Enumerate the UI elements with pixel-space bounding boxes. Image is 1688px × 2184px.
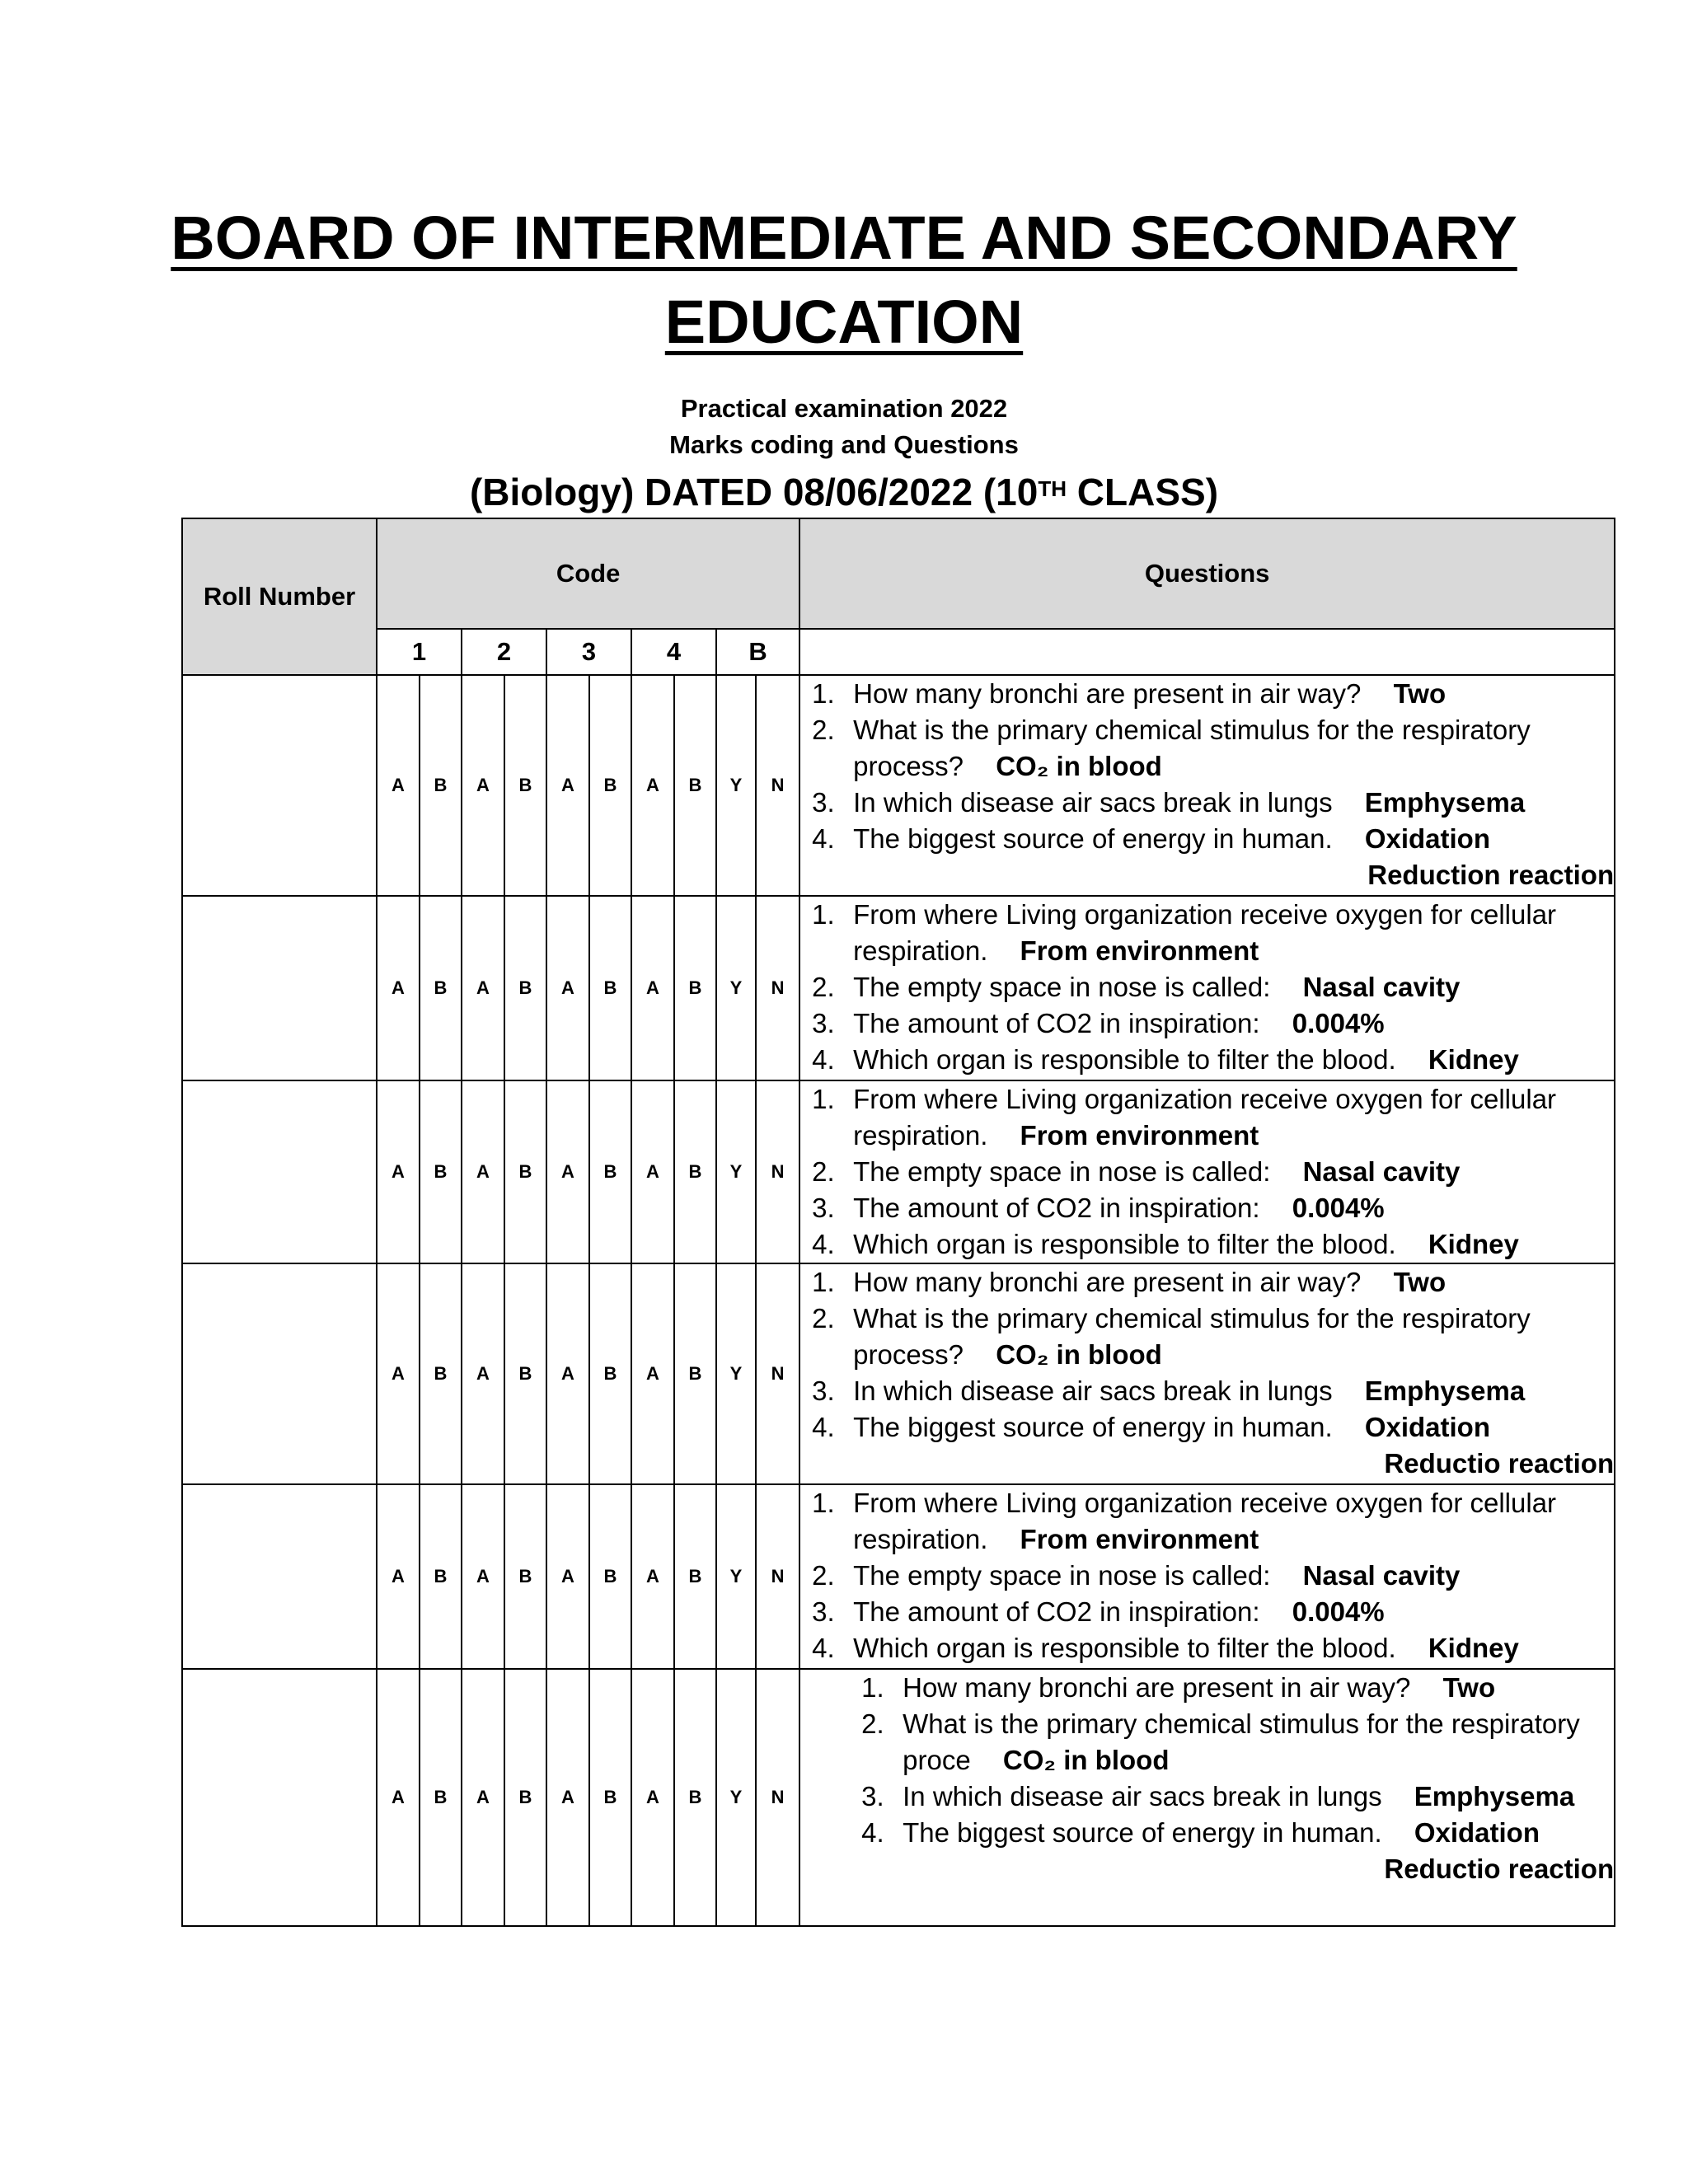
question-text: How many bronchi are present in air way?: [853, 678, 1362, 709]
code-letter: B: [420, 675, 462, 896]
table-row: [182, 1080, 1615, 1263]
question-number: 3.: [812, 1596, 835, 1627]
questions-header: Questions: [799, 518, 1615, 629]
question-answer: From environment: [1020, 935, 1259, 966]
question-text: Which organ is responsible to filter the blood.: [853, 1044, 1396, 1075]
question-number: 4.: [812, 1229, 835, 1259]
code-letter: A: [631, 896, 674, 1080]
code-letter: A: [377, 1484, 420, 1669]
question-number: 1.: [861, 1672, 884, 1703]
question-text: Which organ is responsible to filter the blood.: [853, 1229, 1396, 1259]
code-letter: A: [462, 1484, 504, 1669]
question-item: [800, 785, 1614, 821]
question-answer: Emphysema: [1364, 787, 1526, 818]
code-col-b: B: [716, 629, 799, 675]
code-letter: A: [546, 1080, 589, 1263]
question-number: 2.: [861, 1708, 884, 1739]
code-letter: A: [631, 1484, 674, 1669]
roll-number-cell: [182, 675, 377, 896]
question-text: From where Living organization receive oxygen for cellular respiration.: [853, 899, 1557, 966]
question-text: What is the primary chemical stimulus for the respiratory process?: [853, 715, 1531, 781]
code-letter: B: [589, 896, 631, 1080]
code-header: Code: [377, 518, 799, 629]
question-answer: CO₂ in blood: [1002, 1745, 1170, 1775]
subject-post: CLASS): [1067, 471, 1219, 513]
code-letter: B: [504, 1669, 546, 1926]
code-letter: B: [674, 1080, 716, 1263]
code-letter: A: [377, 675, 420, 896]
coding-label: Marks coding and Questions: [669, 430, 1019, 459]
question-number: 3.: [812, 1193, 835, 1223]
question-text: In which disease air sacs break in lungs: [903, 1781, 1382, 1811]
code-letter: A: [462, 675, 504, 896]
question-answer: Kidney: [1428, 1044, 1519, 1075]
question-answer: Kidney: [1428, 1633, 1519, 1663]
question-answer: 0.004%: [1292, 1008, 1385, 1038]
code-letter: B: [589, 1263, 631, 1484]
code-letter: A: [377, 896, 420, 1080]
code-letter: Y: [716, 1484, 756, 1669]
question-answer: Oxidation: [1414, 1817, 1540, 1848]
subject-sup: TH: [1038, 476, 1067, 501]
question-answer-continued: Reductio reaction: [1384, 1448, 1615, 1479]
table-row: [182, 1263, 1615, 1484]
question-number: 2.: [812, 715, 835, 745]
question-number: 2.: [812, 1560, 835, 1591]
question-item: [800, 1264, 1614, 1301]
document-title: [0, 196, 1688, 364]
code-letter: A: [631, 1080, 674, 1263]
questions-cell: [799, 1669, 1615, 1926]
exam-label: Practical examination 2022: [680, 394, 1008, 423]
code-letter: A: [546, 1484, 589, 1669]
table-row: [182, 1669, 1615, 1926]
question-text: The empty space in nose is called:: [853, 1560, 1271, 1591]
code-letter: N: [756, 675, 799, 896]
code-letter: B: [420, 896, 462, 1080]
question-item: [800, 1630, 1614, 1666]
question-text: What is the primary chemical stimulus for the respiratory process?: [853, 1303, 1531, 1370]
question-item: [800, 1373, 1614, 1409]
question-number: 4.: [812, 823, 835, 854]
question-text: The amount of CO2 in inspiration:: [853, 1008, 1260, 1038]
question-text: The empty space in nose is called:: [853, 972, 1271, 1002]
question-number: 1.: [812, 1084, 835, 1114]
question-answer: Two: [1393, 1267, 1447, 1297]
question-answer-continued: Reductio reaction: [1384, 1854, 1615, 1884]
question-answer: From environment: [1020, 1524, 1259, 1554]
question-item: [800, 1594, 1614, 1630]
code-letter: N: [756, 1669, 799, 1926]
question-item: [800, 1485, 1614, 1558]
question-item: [800, 1154, 1614, 1190]
question-number: 1.: [812, 1267, 835, 1297]
code-letter: B: [589, 1080, 631, 1263]
question-item: [800, 969, 1614, 1005]
code-letter: B: [674, 675, 716, 896]
question-item: [800, 1558, 1614, 1594]
code-letter: A: [462, 896, 504, 1080]
code-letter: B: [420, 1484, 462, 1669]
question-answer-continued: Reduction reaction: [1367, 860, 1615, 890]
question-text: What is the primary chemical stimulus for the respiratory proce: [903, 1708, 1580, 1775]
questions-cell: [799, 1080, 1615, 1263]
code-letter: Y: [716, 1669, 756, 1926]
code-letter: A: [546, 675, 589, 896]
roll-number-header: Roll Number: [182, 518, 377, 675]
question-answer: CO₂ in blood: [996, 1339, 1162, 1370]
questions-cell: [799, 675, 1615, 896]
code-letter: B: [420, 1669, 462, 1926]
code-letter: N: [756, 1263, 799, 1484]
code-letter: B: [420, 1263, 462, 1484]
question-item: [800, 1042, 1614, 1078]
question-answer: Two: [1442, 1672, 1496, 1703]
code-letter: Y: [716, 1080, 756, 1263]
code-letter: B: [504, 1263, 546, 1484]
question-answer: Kidney: [1428, 1229, 1519, 1259]
subject-pre: (Biology) DATED 08/06/2022 (10: [469, 471, 1039, 513]
roll-number-cell: [182, 1080, 377, 1263]
question-item: [800, 1301, 1614, 1373]
roll-number-cell: [182, 1263, 377, 1484]
question-item: [800, 1409, 1614, 1482]
code-letter: A: [546, 1263, 589, 1484]
code-letter: B: [504, 675, 546, 896]
code-letter: N: [756, 1080, 799, 1263]
question-list: [800, 1485, 1614, 1666]
question-answer: Oxidation: [1364, 823, 1490, 854]
marks-table: [181, 518, 1615, 1927]
question-text: The amount of CO2 in inspiration:: [853, 1596, 1260, 1627]
question-number: 2.: [812, 1156, 835, 1187]
question-text: Which organ is responsible to filter the blood.: [853, 1633, 1396, 1663]
code-col-3: 3: [546, 629, 631, 675]
question-answer: Nasal cavity: [1302, 972, 1461, 1002]
question-number: 3.: [812, 1008, 835, 1038]
question-item: [800, 1815, 1614, 1887]
question-item: [800, 1081, 1614, 1154]
question-text: How many bronchi are present in air way?: [853, 1267, 1362, 1297]
code-letter: B: [674, 1484, 716, 1669]
question-list: [800, 1264, 1614, 1482]
code-letter: Y: [716, 896, 756, 1080]
question-answer: Two: [1393, 678, 1447, 709]
code-letter: B: [589, 1669, 631, 1926]
code-letter: A: [377, 1263, 420, 1484]
code-letter: A: [546, 1669, 589, 1926]
code-letter: B: [674, 1669, 716, 1926]
question-number: 3.: [812, 1376, 835, 1406]
question-text: The empty space in nose is called:: [853, 1156, 1271, 1187]
table-row: [182, 1484, 1615, 1669]
code-letter: A: [377, 1080, 420, 1263]
question-text: The biggest source of energy in human.: [853, 823, 1333, 854]
title-line-2: EDUCATION: [664, 288, 1024, 356]
code-letter: A: [377, 1669, 420, 1926]
code-letter: A: [631, 1669, 674, 1926]
questions-cell: [799, 1484, 1615, 1669]
question-item: [800, 676, 1614, 712]
code-col-4: 4: [631, 629, 716, 675]
question-number: 2.: [812, 1303, 835, 1333]
question-item: [800, 1706, 1614, 1779]
questions-cell: [799, 896, 1615, 1080]
code-letter: Y: [716, 675, 756, 896]
code-letter: B: [589, 1484, 631, 1669]
question-answer: From environment: [1020, 1120, 1259, 1151]
question-number: 4.: [812, 1044, 835, 1075]
question-item: [800, 1779, 1614, 1815]
code-col-2: 2: [462, 629, 546, 675]
question-list: [800, 676, 1614, 893]
question-number: 1.: [812, 678, 835, 709]
roll-number-cell: [182, 1484, 377, 1669]
question-text: In which disease air sacs break in lungs: [853, 787, 1333, 818]
question-item: [800, 1005, 1614, 1042]
question-text: The amount of CO2 in inspiration:: [853, 1193, 1260, 1223]
question-item: [800, 821, 1614, 893]
question-answer: Nasal cavity: [1302, 1156, 1461, 1187]
roll-number-cell: [182, 1669, 377, 1926]
question-text: The biggest source of energy in human.: [903, 1817, 1382, 1848]
question-answer: CO₂ in blood: [996, 751, 1162, 781]
code-letter: B: [674, 1263, 716, 1484]
question-text: In which disease air sacs break in lungs: [853, 1376, 1333, 1406]
code-letter: B: [504, 896, 546, 1080]
code-letter: A: [462, 1669, 504, 1926]
code-letter: A: [631, 1263, 674, 1484]
question-text: How many bronchi are present in air way?: [903, 1672, 1411, 1703]
code-letter: Y: [716, 1263, 756, 1484]
code-letter: B: [504, 1484, 546, 1669]
question-list: [800, 1670, 1614, 1887]
questions-cell: [799, 1263, 1615, 1484]
table-row: [182, 896, 1615, 1080]
question-text: From where Living organization receive oxygen for cellular respiration.: [853, 1488, 1557, 1554]
question-number: 4.: [812, 1633, 835, 1663]
question-item: [800, 1190, 1614, 1226]
title-line-1: BOARD OF INTERMEDIATE AND SECONDARY: [171, 204, 1517, 272]
subject-line: [0, 466, 1688, 518]
code-letter: A: [462, 1080, 504, 1263]
code-letter: A: [462, 1263, 504, 1484]
question-list: [800, 1081, 1614, 1263]
question-item: [800, 897, 1614, 969]
question-answer: Nasal cavity: [1302, 1560, 1461, 1591]
question-number: 3.: [861, 1781, 884, 1811]
question-number: 2.: [812, 972, 835, 1002]
questions-subheader-blank: [799, 629, 1615, 675]
question-number: 4.: [812, 1412, 835, 1442]
code-letter: N: [756, 896, 799, 1080]
code-letter: N: [756, 1484, 799, 1669]
question-answer: Emphysema: [1364, 1376, 1526, 1406]
question-text: The biggest source of energy in human.: [853, 1412, 1333, 1442]
question-text: From where Living organization receive oxygen for cellular respiration.: [853, 1084, 1557, 1151]
question-number: 1.: [812, 1488, 835, 1518]
code-letter: B: [589, 675, 631, 896]
code-letter: A: [631, 675, 674, 896]
question-number: 3.: [812, 787, 835, 818]
code-letter: B: [420, 1080, 462, 1263]
table-row: [182, 675, 1615, 896]
question-answer: Oxidation: [1364, 1412, 1490, 1442]
roll-number-cell: [182, 896, 377, 1080]
question-number: 4.: [861, 1817, 884, 1848]
question-answer: Emphysema: [1414, 1781, 1575, 1811]
code-letter: B: [674, 896, 716, 1080]
code-letter: A: [546, 896, 589, 1080]
question-answer: 0.004%: [1292, 1193, 1385, 1223]
question-list: [800, 897, 1614, 1078]
code-col-1: 1: [377, 629, 462, 675]
question-item: [800, 712, 1614, 785]
question-number: 1.: [812, 899, 835, 930]
code-letter: B: [504, 1080, 546, 1263]
question-item: [800, 1670, 1614, 1706]
question-item: [800, 1226, 1614, 1263]
question-answer: 0.004%: [1292, 1596, 1385, 1627]
